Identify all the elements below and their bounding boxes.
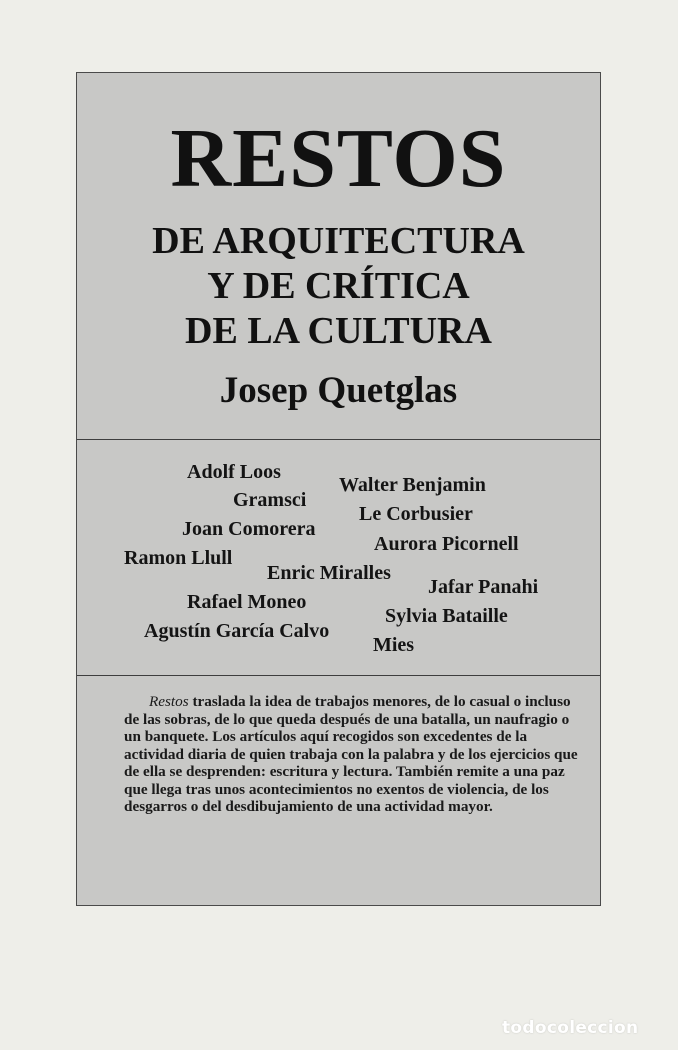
subtitle-line: DE LA CULTURA bbox=[185, 310, 492, 352]
blurb-italic-lead: Restos bbox=[149, 693, 189, 710]
name-item: Enric Miralles bbox=[267, 562, 391, 584]
name-item: Rafael Moneo bbox=[187, 591, 307, 613]
name-item: Sylvia Bataille bbox=[385, 605, 508, 627]
blurb-paragraph bbox=[124, 693, 579, 816]
name-item: Ramon Llull bbox=[124, 547, 233, 569]
blurb-text: traslada la idea de trabajos menores, de lo casual o incluso de las sobras, de lo que queda después de una batalla, un naufragio o un banquete. Los artículos aquí recogidos son excedentes de la actividad diaria de quien trabaja con la palabra y de los ejercicios que de ella se desprenden: escritura y lectura. También remite a una paz que llega tras unos acontecimientos no exentos de violencia, de los desgarros o del desdibujamiento de una actividad mayor. bbox=[124, 693, 578, 815]
subtitle-line: DE ARQUITECTURA bbox=[152, 220, 525, 262]
name-item: Mies bbox=[373, 634, 415, 656]
name-item: Jafar Panahi bbox=[428, 576, 539, 598]
book-author: Josep Quetglas bbox=[219, 370, 458, 411]
name-item: Walter Benjamin bbox=[339, 474, 486, 496]
book-subtitle bbox=[77, 219, 600, 354]
name-item: Le Corbusier bbox=[359, 503, 473, 525]
name-item: Agustín García Calvo bbox=[144, 620, 330, 642]
name-item: Adolf Loos bbox=[187, 461, 281, 483]
divider-top bbox=[77, 439, 600, 440]
book-cover bbox=[76, 72, 601, 906]
divider-bottom bbox=[77, 675, 600, 676]
subtitle-line: Y DE CRÍTICA bbox=[207, 265, 470, 307]
book-title: RESTOS bbox=[170, 112, 507, 205]
name-item: Joan Comorera bbox=[182, 518, 316, 540]
name-item: Aurora Picornell bbox=[374, 533, 519, 555]
watermark-logo: todocoleccion bbox=[502, 1018, 639, 1038]
back-blurb bbox=[124, 693, 579, 816]
name-item: Gramsci bbox=[233, 489, 307, 511]
